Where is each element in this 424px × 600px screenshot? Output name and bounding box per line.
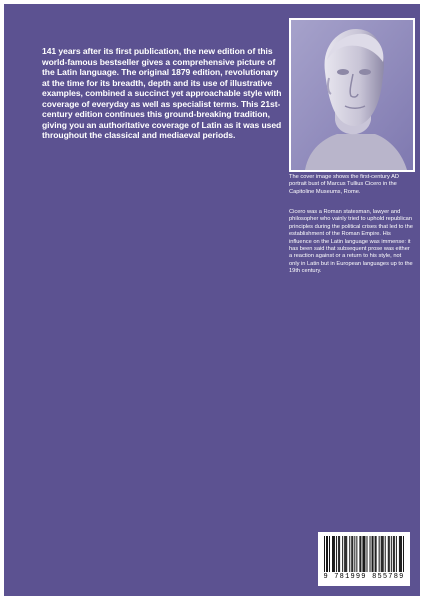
barcode-bar — [363, 536, 364, 572]
barcode-bar — [324, 536, 325, 572]
barcode-bar — [327, 536, 328, 572]
barcode-bar — [342, 536, 343, 572]
cicero-bust-image — [289, 18, 415, 172]
barcode-bar — [389, 536, 390, 572]
barcode-bar — [354, 536, 355, 572]
barcode-bar — [351, 536, 352, 572]
barcode-bar — [329, 536, 330, 572]
isbn-number: 9 781999 855789 — [323, 573, 405, 581]
barcode-bar — [352, 536, 353, 572]
cicero-bio: Cicero was a Roman statesman, lawyer and philosopher who vainly tried to uphold republican principles during the political crises that led to the establishment of the Roman Empire. His influence on the Latin language was immense: it has been said that subsequent prose was either a reaction against or a return to his style, not only in Latin but in European languages up to the 19th century. — [289, 209, 413, 275]
barcode-bar — [345, 536, 346, 572]
barcode-bar — [385, 536, 386, 572]
barcode-bar — [370, 536, 371, 572]
barcode-bar — [373, 536, 374, 572]
barcode-bar — [399, 536, 400, 572]
barcode-bar — [383, 536, 384, 572]
barcode-bar — [393, 536, 394, 572]
barcode-bar — [391, 536, 392, 572]
barcode-bar — [360, 536, 361, 572]
barcode-bar — [334, 536, 335, 572]
barcode-bar — [338, 536, 339, 572]
barcode-bar — [344, 536, 345, 572]
barcode-bar — [403, 536, 404, 572]
barcode-icon — [324, 536, 404, 572]
barcode-bar — [400, 536, 401, 572]
barcode-bar — [339, 536, 340, 572]
blurb-text: 141 years after its first publication, the new edition of this world-famous bestseller gives a comprehensive picture of the Latin language. The original 1879 edition, revolutionary at the time for its breadth, depth and its use of illustrative examples, combined a succinct yet approachable style with coverage of everyday as well as specialist terms. This 21st-century edition continues this ground-breaking tradition, giving you an authoritative coverage of Latin as it was used throughout the classical and mediaeval periods. — [42, 46, 282, 140]
barcode-bar — [401, 536, 402, 572]
barcode-bar — [332, 536, 333, 572]
barcode-bar — [336, 536, 337, 572]
barcode-bar — [396, 536, 397, 572]
barcode-bar — [333, 536, 334, 572]
barcode-bar — [346, 536, 347, 572]
image-caption: The cover image shows the first-century AD portrait bust of Marcus Tullius Cicero in the Capitoline Museums, Rome. — [289, 174, 400, 195]
barcode-bar — [326, 536, 327, 572]
barcode-bar — [376, 536, 377, 572]
barcode — [318, 532, 410, 586]
barcode-bar — [372, 536, 373, 572]
barcode-bar — [349, 536, 350, 572]
barcode-bar — [367, 536, 368, 572]
cicero-bust-icon — [291, 20, 413, 170]
back-cover — [4, 4, 420, 596]
barcode-bar — [365, 536, 366, 572]
barcode-bar — [375, 536, 376, 572]
barcode-bar — [379, 536, 380, 572]
barcode-bar — [359, 536, 360, 572]
barcode-bar — [388, 536, 389, 572]
barcode-bar — [394, 536, 395, 572]
barcode-bar — [381, 536, 382, 572]
barcode-bar — [382, 536, 383, 572]
barcode-bar — [362, 536, 363, 572]
barcode-bar — [356, 536, 357, 572]
